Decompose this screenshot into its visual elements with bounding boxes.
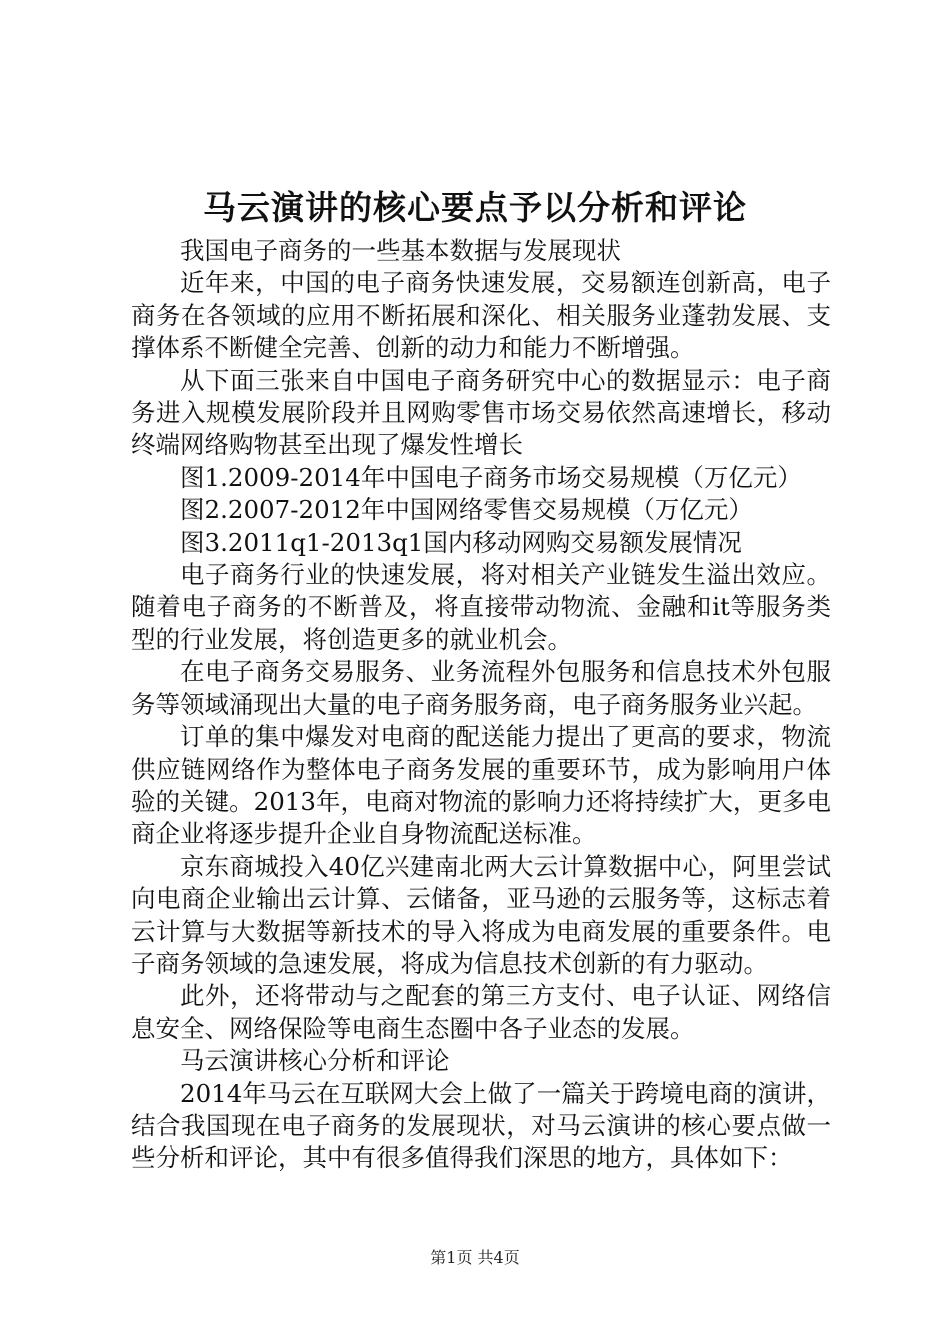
paragraph-section-heading: 马云演讲核心分析和评论 bbox=[180, 1046, 450, 1076]
paragraph: 在电子商务交易服务、业务流程外包服务和信息技术外包服务等领域涌现出大量的电子商务服务商，电子商务服务业兴起。 bbox=[131, 657, 831, 719]
paragraph: 近年来，中国的电子商务快速发展，交易额连创新高，电子商务在各领域的应用不断拓展和深化、相关服务业蓬勃发展、支撑体系不断健全完善、创新的动力和能力不断增强。 bbox=[131, 268, 831, 363]
figure-caption: 图1.2009-2014年中国电子商务市场交易规模（万亿元） bbox=[180, 462, 802, 492]
paragraph: 订单的集中爆发对电商的配送能力提出了更高的要求，物流供应链网络作为整体电子商务发展的重要环节，成为影响用户体验的关键。2013年，电商对物流的影响力还将持续扩大，更多电商企业将逐步提升企业自身物流配送标准。 bbox=[131, 722, 831, 849]
figure-caption: 图3.2011q1-2013q1国内移动网购交易额发展情况 bbox=[180, 527, 742, 557]
paragraph-section-heading: 我国电子商务的一些基本数据与发展现状 bbox=[180, 236, 621, 265]
paragraph: 2014年马云在互联网大会上做了一篇关于跨境电商的演讲，结合我国现在电子商务的发展现状，对马云演讲的核心要点做一些分析和评论，其中有很多值得我们深思的地方，具体如下： bbox=[131, 1078, 831, 1173]
paragraph: 电子商务行业的快速发展，将对相关产业链发生溢出效应。随着电子商务的不断普及，将直接带动物流、金融和it等服务类型的行业发展，将创造更多的就业机会。 bbox=[131, 560, 831, 654]
page-footer: 第1页 共4页 bbox=[430, 1248, 520, 1267]
figure-caption: 图2.2007-2012年中国网络零售交易规模（万亿元） bbox=[180, 495, 753, 525]
document-body bbox=[131, 235, 831, 1175]
paragraph: 京东商城投入40亿兴建南北两大云计算数据中心，阿里尝试向电商企业输出云计算、云储备，亚马逊的云服务等，这标志着云计算与大数据等新技术的导入将成为电商发展的重要条件。电子商务领域的急速发展，将成为信息技术创新的有力驱动。 bbox=[131, 851, 831, 978]
paragraph: 从下面三张来自中国电子商务研究中心的数据显示：电子商务进入规模发展阶段并且网购零售市场交易依然高速增长，移动终端网络购物甚至出现了爆发性增长 bbox=[131, 365, 831, 460]
document-title: 马云演讲的核心要点予以分析和评论 bbox=[203, 188, 747, 227]
paragraph: 此外，还将带动与之配套的第三方支付、电子认证、网络信息安全、网络保险等电商生态圈中各子业态的发展。 bbox=[131, 981, 831, 1043]
